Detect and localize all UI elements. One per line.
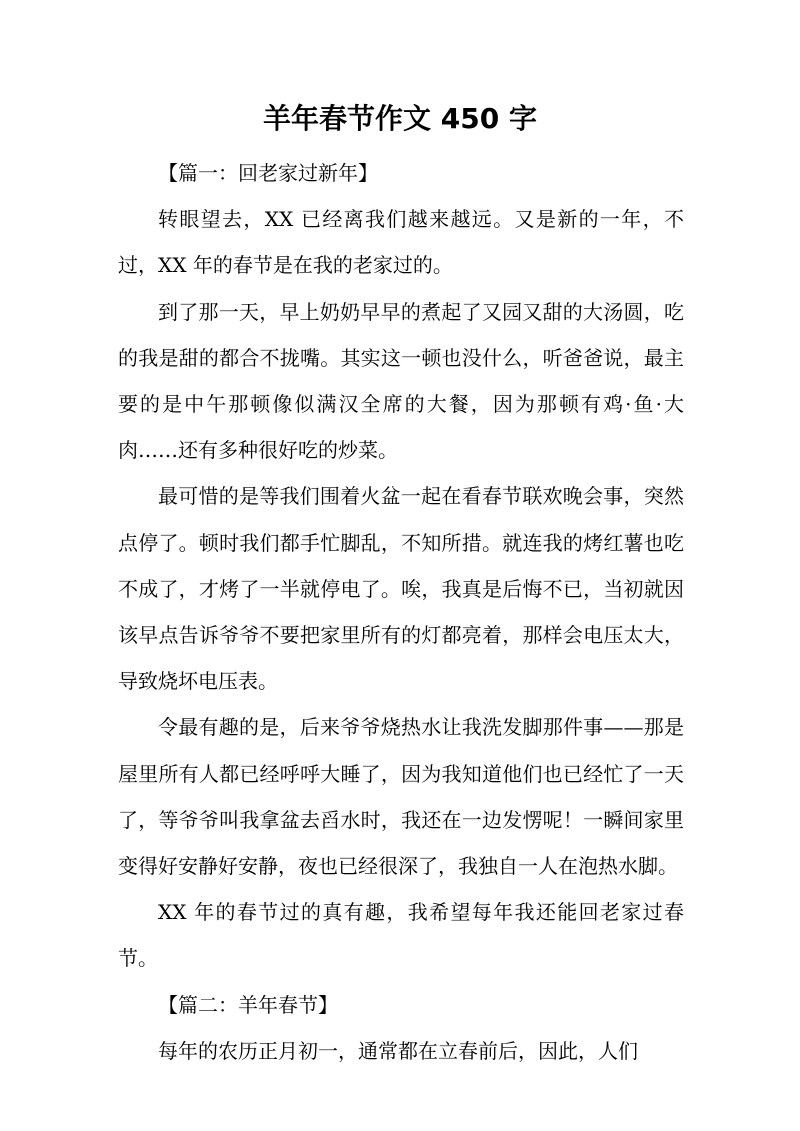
paragraph: 每年的农历正月初一，通常都在立春前后，因此，人们 [158, 1038, 638, 1063]
paragraph: XX 年的春节过的真有趣，我希望每年我还能回老家过春节。 [118, 900, 684, 971]
section-heading: 【篇一：回老家过新年】 [158, 161, 378, 185]
document-title: 羊年春节作文 450 字 [263, 102, 537, 135]
section-heading: 【篇二：羊年春节】 [158, 992, 338, 1017]
document-body [118, 150, 684, 1074]
paragraph: 令最有趣的是，后来爷爷烧热水让我洗发脚那件事——那是屋里所有人都已经呼呼大睡了，因为我知道他们也已经忙了一天了，等爷爷叫我拿盆去舀水时，我还在一边发愣呢！一瞬间家里变得好安静好安静，夜也已经很深了，我独自一人在泡热水脚。 [118, 715, 684, 879]
paragraph: 最可惜的是等我们围着火盆一起在看春节联欢晚会事，突然点停了。顿时我们都手忙脚乱，不知所措。就连我的烤红薯也吃不成了，才烤了一半就停电了。唉，我真是后悔不已，当初就因该早点告诉爷爷不要把家里所有的灯都亮着，那样会电压太大，导致烧坏电压表。 [118, 484, 684, 694]
paragraph: 到了那一天，早上奶奶早早的煮起了又园又甜的大汤圆，吃的我是甜的都合不拢嘴。其实这一顿也没什么，听爸爸说，最主要的是中午那顿像似满汉全席的大餐，因为那顿有鸡·鱼·大肉……还有多种很好吃的炒菜。 [118, 299, 684, 463]
paragraph: 转眼望去，XX 已经离我们越来越远。又是新的一年，不过，XX 年的春节是在我的老家过的。 [118, 207, 684, 278]
